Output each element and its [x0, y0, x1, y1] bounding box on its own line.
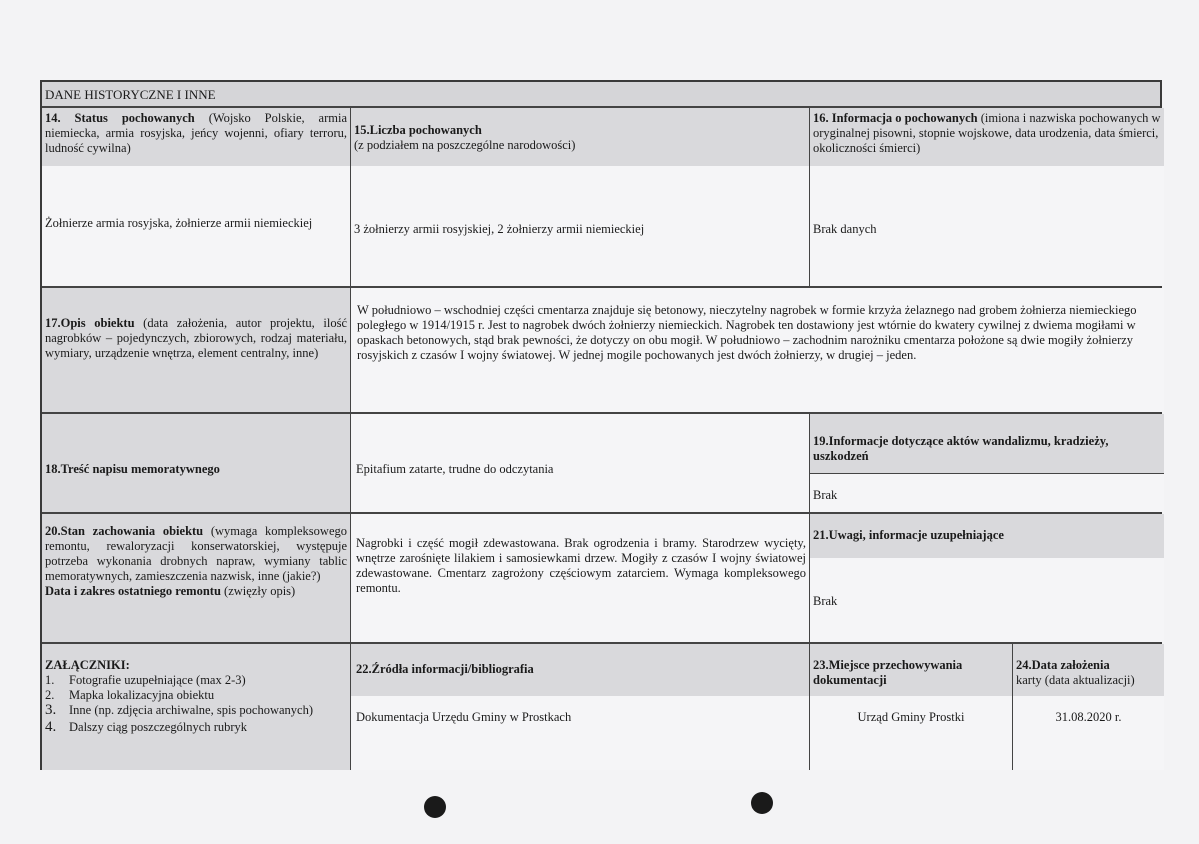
- punch-hole-right: [751, 792, 773, 814]
- field-22-value: Dokumentacja Urzędu Gminy w Prostkach: [356, 710, 572, 724]
- field-17-label: [42, 288, 351, 412]
- field-18-title: 18.Treść napisu memoratywnego: [45, 462, 220, 476]
- field-16-label: [810, 108, 1164, 166]
- field-19: [810, 414, 1164, 512]
- field-20-value: Nagrobki i część mogił zdewastowana. Brak ogrodzenia i bramy. Starodrzew wycięty, wnętrze zarośnięte lilakiem i samosiewkami drzew. Mogiły z czasów I wojny światowej zdewastowane. Cmentarz zagrożony częściowym zatarciem. Wymaga kompleksowego remontu.: [351, 514, 810, 642]
- row-20-21: [42, 514, 1160, 644]
- field-19-title: 19.Informacje dotyczące aktów wandalizmu, kradzieży, uszkodzeń: [813, 434, 1109, 463]
- field-18-label: [42, 414, 351, 512]
- field-17-desc: (data założenia, autor projektu, ilość nagrobków – pojedynczych, zbiorowych, rodzaj materiału, wymiary, urządzenie wnętrza, element centralny, inne): [45, 316, 347, 360]
- field-22-label: [351, 644, 809, 696]
- field-15: [351, 108, 810, 286]
- historical-data-form: [40, 80, 1162, 770]
- field-24-title: 24.Data założenia: [1016, 658, 1110, 672]
- punch-hole-left: [424, 796, 446, 818]
- field-24: [1013, 644, 1164, 770]
- field-14-title: 14. Status pochowanych: [45, 111, 195, 125]
- attachment-item: 4. Dalszy ciąg poszczególnych rubryk: [45, 719, 248, 735]
- field-15-title: 15.Liczba pochowanych: [354, 123, 482, 137]
- field-24-label: [1013, 644, 1164, 696]
- field-15-desc: (z podziałem na poszczególne narodowości): [354, 138, 576, 152]
- field-17-value: W południowo – wschodniej części cmentarza znajduje się betonowy, nieczytelny nagrobek w formie krzyża żelaznego nad grobem żołnierza niemieckiego poległego w 1914/1915 r. Jest to nagrobek dwóch żołnierzy niemieckich. Nagrobek ten dostawiony jest wtórnie do kwatery cywilnej z dwiema mogiłami w opaskach betonowych, stąd brak pewności, że dotyczy on obu mogił. W południowo – zachodnim narożniku cmentarza położone są dwie mogiły żołnierzy rosyjskich z czasów I wojny światowej. W jednej mogile pochowanych jest dwóch żołnierzy, w drugiej – jeden.: [351, 288, 1164, 412]
- section-header: [42, 82, 1160, 108]
- field-23-value: Urząd Gminy Prostki: [857, 710, 965, 724]
- field-21-value: Brak: [813, 594, 838, 608]
- field-20-subdesc: (zwięzły opis): [224, 584, 296, 598]
- attachments: [42, 644, 351, 770]
- field-20-desc: (wymaga kompleksowego remontu, rewaloryzacji konserwatorskiej, występuje potrzeba wykonania drobnych napraw, wymiany tablic memoratywnych, zamieszczenia nazwisk, inne (jakie?): [45, 524, 347, 583]
- field-19-value: Brak: [813, 488, 838, 502]
- field-23-label: [810, 644, 1012, 696]
- field-14-value: Żołnierze armia rosyjska, żołnierze armii niemieckiej: [45, 216, 313, 230]
- field-16-value: Brak danych: [813, 222, 877, 236]
- field-15-value: 3 żołnierzy armii rosyjskiej, 2 żołnierzy armii niemieckiej: [354, 222, 645, 236]
- field-21: [810, 514, 1164, 642]
- field-19-label: [810, 414, 1164, 474]
- field-20-title: 20.Stan zachowania obiektu: [45, 524, 204, 538]
- field-21-title: 21.Uwagi, informacje uzupełniające: [813, 528, 1004, 542]
- field-16-title: 16. Informacja o pochowanych: [813, 111, 978, 125]
- field-24-value: 31.08.2020 r.: [1055, 710, 1122, 724]
- field-14-desc: (Wojsko Polskie, armia niemiecka, armia rosyjska, jeńcy wojenni, ofiary terroru, ludność cywilna): [45, 111, 348, 155]
- field-17-title: 17.Opis obiektu: [45, 316, 135, 330]
- field-14-label: [42, 108, 350, 166]
- row-22-24: [42, 644, 1160, 770]
- attachments-list: [45, 673, 347, 735]
- attachment-item: 2. Mapka lokalizacyjna obiektu: [45, 688, 215, 702]
- row-17: [42, 288, 1160, 414]
- field-18-value: Epitafium zatarte, trudne do odczytania: [351, 414, 810, 512]
- row-14-16: [42, 108, 1160, 288]
- attachment-item: 3. Inne (np. zdjęcia archiwalne, spis pochowanych): [45, 702, 314, 718]
- field-15-label: [351, 108, 809, 166]
- field-16: [810, 108, 1164, 286]
- row-18-19: [42, 414, 1160, 514]
- section-title: DANE HISTORYCZNE I INNE: [45, 87, 216, 102]
- field-23-title: 23.Miejsce przechowywania dokumentacji: [813, 658, 963, 687]
- field-21-label: [810, 514, 1164, 558]
- field-22-title: 22.Źródła informacji/bibliografia: [356, 662, 534, 676]
- attachments-title: ZAŁĄCZNIKI:: [45, 658, 130, 672]
- field-16-desc: (imiona i nazwiska pochowanych w oryginalnej pisowni, stopnie wojskowe, data urodzenia, data śmierci, okoliczności śmierci): [813, 111, 1161, 155]
- field-24-desc: karty (data aktualizacji): [1016, 673, 1135, 687]
- field-23: [810, 644, 1013, 770]
- attachment-item: 1. Fotografie uzupełniające (max 2-3): [45, 673, 246, 687]
- field-20-label: [42, 514, 351, 642]
- field-20-subtitle: Data i zakres ostatniego remontu: [45, 584, 221, 598]
- field-22: [351, 644, 810, 770]
- field-14: [42, 108, 351, 286]
